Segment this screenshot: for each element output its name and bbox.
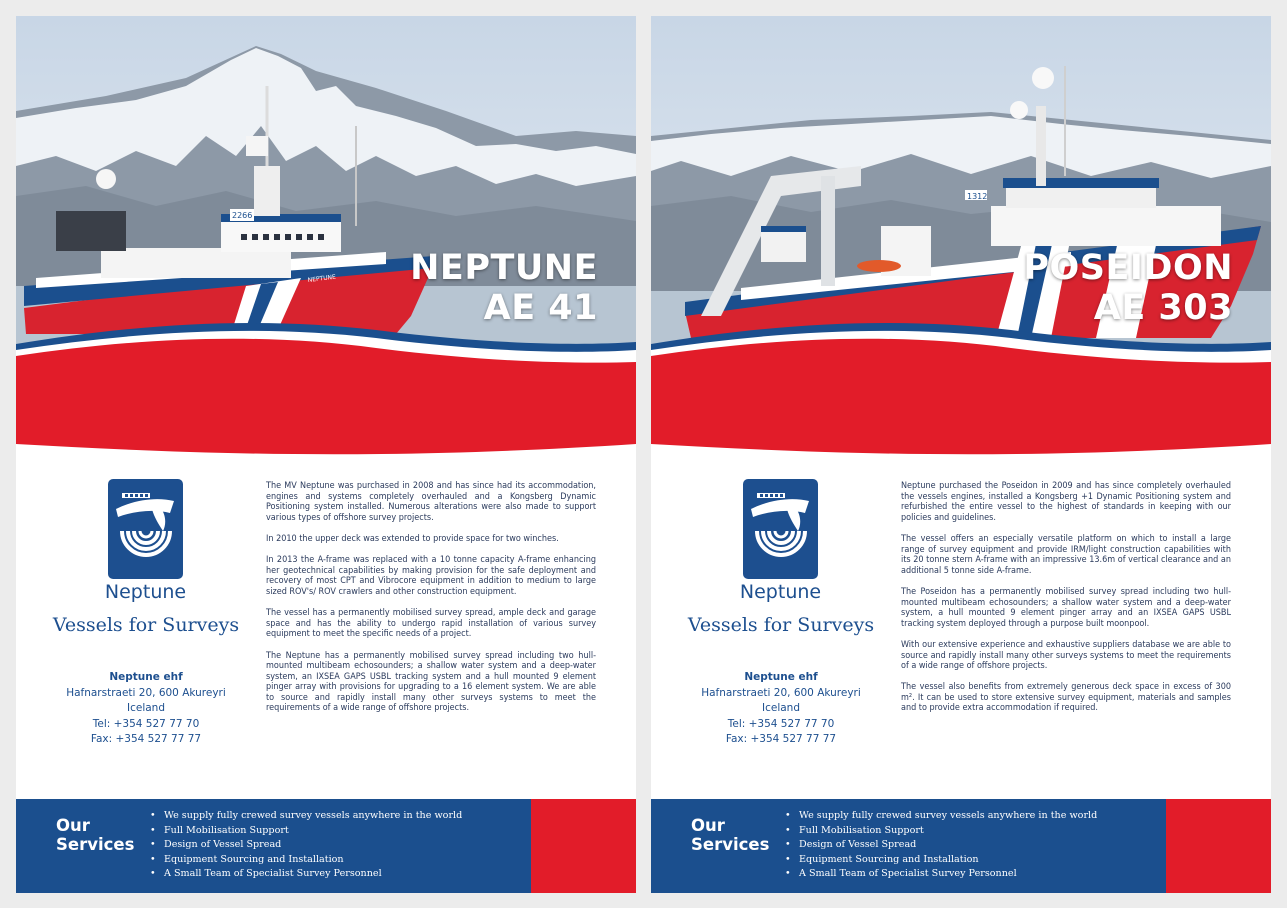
service-item: • A Small Team of Specialist Survey Personnel xyxy=(150,867,462,882)
vessel-title xyxy=(410,248,598,328)
hero-image xyxy=(16,16,636,461)
contact-block xyxy=(681,670,881,748)
fax: Fax: +354 527 77 77 xyxy=(725,733,837,745)
ship-bow-icon xyxy=(743,479,818,579)
fax: Fax: +354 527 77 77 xyxy=(90,733,202,745)
neptune-logo xyxy=(108,479,183,579)
address: Hafnarstraeti 20, 600 Akureyri xyxy=(701,686,861,699)
tagline: Vessels for Surveys xyxy=(687,614,875,636)
hull-name: NEPTUNE xyxy=(307,273,337,284)
neptune-logo xyxy=(743,479,818,579)
service-item: • Equipment Sourcing and Installation xyxy=(150,853,462,868)
paragraph: With our extensive experience and exhaustive suppliers database we are able to source and rapidly install many other surveys systems to meet the requirements of a wide range of offshore projects. xyxy=(901,639,1231,672)
services-list xyxy=(150,809,462,882)
vessel-registration: AE 303 xyxy=(1093,288,1233,328)
hull-number: 2266 xyxy=(232,211,253,220)
hull-number: 1312 xyxy=(967,192,988,201)
paragraph: In 2013 the A-frame was replaced with a 10 tonne capacity A-frame enhancing her geotechnical capabilities by making provision for the safe deployment and recovery of most CPT and Vibrocore equipment in addition to medium to large sized ROV's/ ROV crawlers and other construction equipment. xyxy=(266,555,596,597)
description xyxy=(901,481,1231,725)
ship-bow-icon xyxy=(108,479,183,579)
services-heading xyxy=(56,816,134,854)
red-accent-block xyxy=(1166,799,1271,893)
brochure-page-poseidon xyxy=(651,16,1271,893)
hero-image xyxy=(651,16,1271,461)
vessel-name: POSEIDON xyxy=(1023,248,1233,288)
service-item: • Equipment Sourcing and Installation xyxy=(785,853,1097,868)
vessel-photo xyxy=(651,16,1271,461)
company-name: Neptune ehf xyxy=(109,671,183,683)
tagline: Vessels for Surveys xyxy=(52,614,240,636)
heading-line: Our xyxy=(691,816,725,835)
vessel-registration: AE 41 xyxy=(483,288,598,328)
company-name: Neptune ehf xyxy=(744,671,818,683)
service-item: • We supply fully crewed survey vessels anywhere in the world xyxy=(150,809,462,824)
vessel-title xyxy=(1023,248,1233,328)
service-item: • We supply fully crewed survey vessels anywhere in the world xyxy=(785,809,1097,824)
contact-block xyxy=(46,670,246,748)
telephone: Tel: +354 527 77 70 xyxy=(92,717,200,730)
paragraph: The Neptune has a permanently mobilised survey spread including two hull-mounted multibeam echosounders; a shallow water system and a deep-water system, an IXSEA GAPS USBL tracking system and a hull mounted 9 element pinger array with provisions for upgrading to a 16 element system. We are able to source and rapidly install many other surveys systems to meet the requirements of a wide range of offshore projects. xyxy=(266,650,596,714)
vessel-photo xyxy=(16,16,636,461)
telephone: Tel: +354 527 77 70 xyxy=(727,717,835,730)
paragraph: The vessel offers an especially versatile platform on which to install a large range of survey equipment and provide IRM/light construction capabilities with its 20 tonne stern A-frame with an impressive 13.6m of vertical clearance and an additional 5 tonne side A-frame. xyxy=(901,533,1231,576)
paragraph: Neptune purchased the Poseidon in 2009 and has since completely overhauled the vessels engines, installed a Kongsberg +1 Dynamic Positioning system and refurbished the entire vessel to the highest of standards in keeping with our policies and guidelines. xyxy=(901,481,1231,523)
services-footer xyxy=(16,799,636,893)
paragraph: The MV Neptune was purchased in 2008 and has since had its accommodation, engines and systems completely overhauled and a Kongsberg Dynamic Positioning system installed. Numerous alterations were also made to support various types of offshore survey projects. xyxy=(266,481,596,523)
service-item: • Full Mobilisation Support xyxy=(785,824,1097,839)
paragraph: The vessel has a permanently mobilised survey spread, ample deck and garage space and has the ability to undergo rapid installation of various survey equipment to meet the specific needs of a project. xyxy=(266,608,596,640)
logo-wordmark: Neptune xyxy=(104,581,187,603)
country: Iceland xyxy=(126,702,165,714)
services-heading xyxy=(691,816,769,854)
country: Iceland xyxy=(761,702,800,714)
heading-line: Services xyxy=(691,835,770,854)
service-item: • A Small Team of Specialist Survey Personnel xyxy=(785,867,1097,882)
services-list xyxy=(785,809,1097,882)
heading-line: Our xyxy=(56,816,90,835)
description xyxy=(266,481,596,725)
services-footer xyxy=(651,799,1271,893)
heading-line: Services xyxy=(56,835,135,854)
paragraph: In 2010 the upper deck was extended to provide space for two winches. xyxy=(266,533,559,544)
vessel-name: NEPTUNE xyxy=(410,248,598,288)
service-item: • Design of Vessel Spread xyxy=(785,838,1097,853)
paragraph: The vessel also benefits from extremely generous deck space in excess of 300 m². It can be used to store extensive survey equipment, materials and samples and to provide extra accommodation if required. xyxy=(901,682,1231,714)
address: Hafnarstraeti 20, 600 Akureyri xyxy=(66,686,226,699)
service-item: • Full Mobilisation Support xyxy=(150,824,462,839)
red-accent-block xyxy=(531,799,636,893)
logo-wordmark: Neptune xyxy=(739,581,822,603)
brochure-page-neptune xyxy=(16,16,636,893)
service-item: • Design of Vessel Spread xyxy=(150,838,462,853)
paragraph: The Poseidon has a permanently mobilised survey spread including two hull-mounted multibeam echosounders; a shallow water system and a deep-water system, a hull mounted 9 element pinger array and an IXSEA GAPS USBL tracking system deployed through a purpose built moonpool. xyxy=(901,586,1231,629)
